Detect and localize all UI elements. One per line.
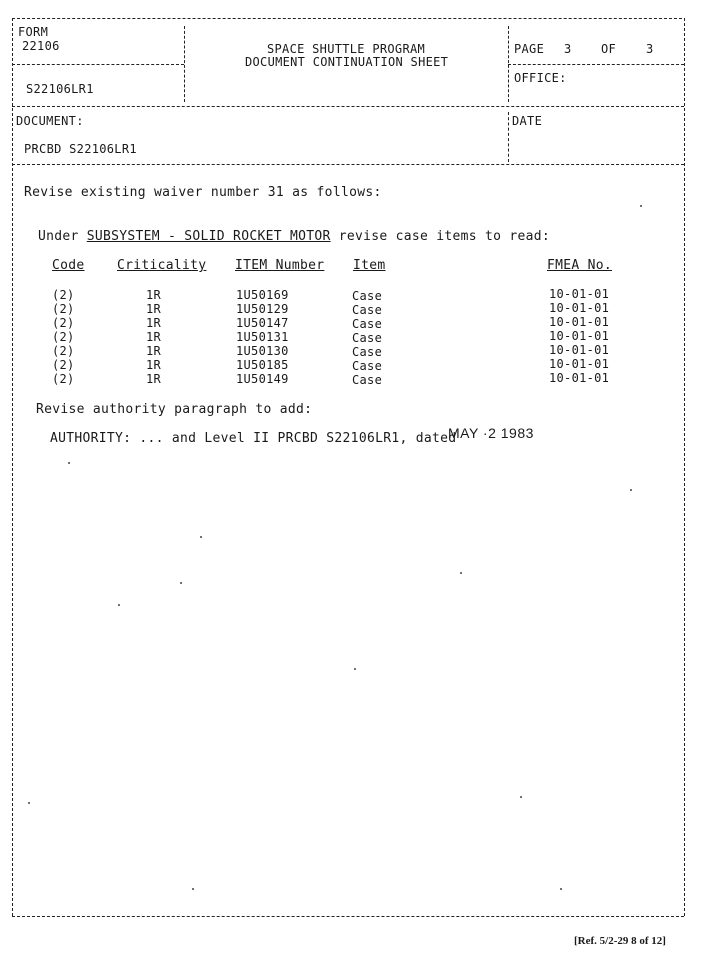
- speck: [180, 582, 182, 584]
- cell-fmea: 10-01-01: [549, 371, 610, 385]
- page-box-left-line: [508, 26, 509, 102]
- cell-item: Case: [352, 317, 383, 331]
- page-label: PAGE: [514, 42, 545, 56]
- cell-item-number: 1U50169: [236, 288, 289, 302]
- header-code: Code: [52, 258, 85, 273]
- bottom-border-line: [12, 916, 684, 917]
- date-label: DATE: [512, 114, 543, 128]
- form-label: FORM: [18, 25, 49, 39]
- header-item-number: ITEM Number: [235, 258, 325, 273]
- date-box-left-line: [508, 112, 509, 162]
- form-number: 22106: [22, 39, 60, 53]
- page-total: 3: [646, 42, 654, 56]
- speck: [118, 604, 120, 606]
- speck: [28, 802, 30, 804]
- speck: [460, 572, 462, 574]
- cell-criticality: 1R: [146, 358, 162, 372]
- speck: [560, 888, 562, 890]
- header-fmea: FMEA No.: [547, 258, 613, 273]
- date-stamp: MAY ·2 1983: [448, 425, 534, 441]
- subsystem-line: [38, 229, 550, 244]
- cell-criticality: 1R: [146, 288, 162, 302]
- subsystem-name: SUBSYSTEM - SOLID ROCKET MOTOR: [86, 229, 331, 244]
- cell-item: Case: [352, 345, 383, 359]
- speck: [192, 888, 194, 890]
- cell-item: Case: [352, 289, 383, 303]
- cell-item-number: 1U50129: [236, 302, 289, 316]
- authority-text: AUTHORITY: ... and Level II PRCBD S22106LR1, dated: [50, 431, 457, 446]
- cell-criticality: 1R: [146, 372, 162, 386]
- cell-code: (2): [52, 316, 75, 330]
- document-label: DOCUMENT:: [16, 114, 84, 128]
- reference-note: [Ref. 5/2-29 8 of 12]: [574, 935, 666, 947]
- speck: [630, 489, 632, 491]
- under-prefix: Under: [38, 229, 79, 244]
- doc-ref-label: S22106LR1: [26, 82, 94, 96]
- cell-code: (2): [52, 372, 75, 386]
- left-border-line: [12, 18, 13, 916]
- speck: [640, 205, 642, 207]
- form-box-right-line: [184, 26, 185, 102]
- top-border-line: [12, 18, 682, 19]
- cell-criticality: 1R: [146, 344, 162, 358]
- cell-item: Case: [352, 373, 383, 387]
- cell-item: Case: [352, 303, 383, 317]
- cell-code: (2): [52, 330, 75, 344]
- cell-item: Case: [352, 331, 383, 345]
- under-suffix: revise case items to read:: [338, 229, 551, 244]
- right-border-line: [684, 18, 685, 916]
- cell-fmea: 10-01-01: [549, 287, 610, 301]
- intro-text: Revise existing waiver number 31 as follows:: [24, 185, 382, 200]
- sheet-title: DOCUMENT CONTINUATION SHEET: [245, 55, 449, 69]
- cell-item: Case: [352, 359, 383, 373]
- speck: [520, 796, 522, 798]
- speck: [68, 462, 70, 464]
- of-label: OF: [601, 42, 617, 56]
- cell-item-number: 1U50147: [236, 316, 289, 330]
- document-value: PRCBD S22106LR1: [24, 142, 137, 156]
- page-box-divider: [508, 64, 684, 65]
- header-criticality: Criticality: [117, 258, 207, 273]
- office-label: OFFICE:: [514, 71, 567, 85]
- cell-code: (2): [52, 344, 75, 358]
- cell-fmea: 10-01-01: [549, 301, 610, 315]
- cell-code: (2): [52, 358, 75, 372]
- program-title: SPACE SHUTTLE PROGRAM: [267, 42, 426, 56]
- cell-code: (2): [52, 288, 75, 302]
- header-divider-line: [12, 106, 684, 107]
- authority-intro: Revise authority paragraph to add:: [36, 402, 313, 417]
- cell-criticality: 1R: [146, 316, 162, 330]
- cell-item-number: 1U50131: [236, 330, 289, 344]
- cell-item-number: 1U50149: [236, 372, 289, 386]
- cell-code: (2): [52, 302, 75, 316]
- cell-fmea: 10-01-01: [549, 343, 610, 357]
- header-item: Item: [353, 258, 386, 273]
- cell-criticality: 1R: [146, 330, 162, 344]
- form-box-divider: [12, 64, 184, 65]
- cell-criticality: 1R: [146, 302, 162, 316]
- speck: [354, 668, 356, 670]
- cell-item-number: 1U50130: [236, 344, 289, 358]
- page-number: 3: [564, 42, 572, 56]
- cell-fmea: 10-01-01: [549, 357, 610, 371]
- cell-fmea: 10-01-01: [549, 315, 610, 329]
- cell-item-number: 1U50185: [236, 358, 289, 372]
- speck: [200, 536, 202, 538]
- cell-fmea: 10-01-01: [549, 329, 610, 343]
- document-divider-line: [12, 164, 684, 165]
